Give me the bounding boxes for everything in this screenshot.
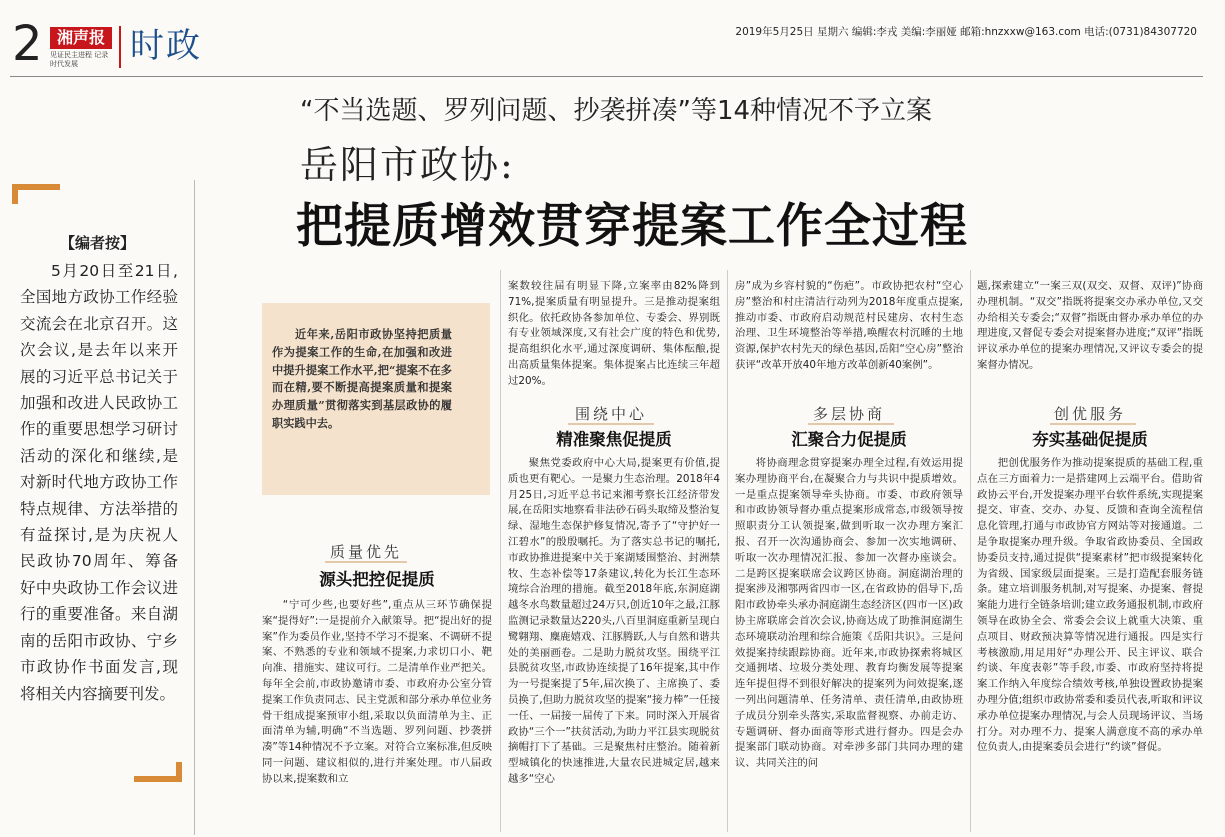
quote-text-content: 近年来,岳阳市政协坚持把质量作为提案工作的生命,在加强和改进中提升提案工作水平,把“提案不在多而在精,要不断提高提案质量和提案办理质量”贯彻落实到基层政协的履职实践中去。 xyxy=(272,327,452,430)
newspaper-logo: 湘声报 xyxy=(50,27,112,49)
section-body xyxy=(735,456,963,834)
column-divider xyxy=(194,180,195,835)
section-heading: 精准聚焦促提质 xyxy=(556,430,672,449)
section-lead xyxy=(508,279,720,391)
logo-tagline: 见证民主进程 记录时代发展 xyxy=(50,51,109,68)
corner-mark-bottom-horizontal xyxy=(134,776,182,782)
header-info: 2019年5月25日 星期六 编辑:李戎 美编:李丽娅 邮箱:hnzxxw@163.com 电话:(0731)84307720 xyxy=(735,26,1197,38)
article-main-title: 把提质增效贯穿提案工作全过程 xyxy=(296,199,968,254)
section-lead xyxy=(735,279,963,391)
editor-note-body xyxy=(20,258,178,758)
editor-note-title: 【编者按】 xyxy=(60,234,136,252)
paragraph: 将协商理念贯穿提案办理全过程,有效运用提案办理协商平台,在凝聚合力与共识中提质增效。一是重点提案领导牵头协商。市委、市政府领导和市政协领导督办重点提案形成常态,市级领导按照职责分工认领提案,做到听取一次办理方案汇报、召开一次沟通协商会、参加一次实地调研、听取一次办理情况汇报、参加一次督办座谈会。二是跨区提案联席会议跨区协商。洞庭湖治理的提案涉及湘鄂两省四市一区,在省政协的倡导下,岳阳市政协牵头承办洞庭湖生态经济区(四市一区)政协主席联席会首次会议,协商达成了助推洞庭湖生态环境联动治理和综合施策《岳阳共识》。三是问效提案持续跟踪协商。近年来,市政协探索将城区交通拥堵、垃圾分类处理、教育均衡发展等提案连年提但得不到很好解决的提案列为问效提案,逐一列出问题清单、任务清单、责任清单,由政协班子成员分别牵头落实,采取监督视察、办前走访、专题调研、督办面商等形式进行督办。四是会办提案部门联动协商。对牵涉多部门共同办理的建议、共同关注的问 xyxy=(735,457,963,770)
section-heading: 源头把控促提质 xyxy=(319,570,435,589)
section-body xyxy=(977,456,1203,834)
section-label: 围绕中心 xyxy=(574,405,647,423)
article-subtitle: “不当选题、罗列问题、抄袭拼凑”等14种情况不予立案 xyxy=(300,96,933,126)
section-label: 创优服务 xyxy=(1053,405,1126,423)
editor-note-text: 5月20日至21日,全国地方政协工作经验交流会在北京召开。这次会议,是去年以来开展的习近平总书记关于加强和改进人民政协工作的重要思想学习研讨活动的深化和继续,是对新时代地方政协工作特点规律、方法举措的有益探讨,是为庆祝人民政协70周年、筹备好中央政协工作会议进行的重要准备。来自湖南的岳阳市政协、宁乡市政协作书面发言,现将相关内容摘要刊发。 xyxy=(20,262,178,703)
section-body xyxy=(262,598,492,830)
header-separator xyxy=(119,26,121,68)
section-heading: 汇聚合力促提质 xyxy=(791,430,907,449)
paragraph: “宁可少些,也要好些”,重点从三环节确保提案“提得好”:一是提前介入献策导。把“提出好的提案”作为委员作业,坚持不学习不提案、不调研不提案、不熟悉的专业和领域不提案,力求切口小、靶向准、措施实、建议可行。二是清单作业严把关。每年全会前,市政协邀请市委、市政府办公室分管提案工作负责同志、民主党派和部分承办单位业务骨干组成提案预审小组,采取以负面清单为主、正面清单为辅,明确“不当选题、罗列问题、抄袭拼凑”等14种情况不予立案。对符合立案标准,但反映同一问题、建议相似的,进行并案处理。市八届政协以来,提案数和立 xyxy=(262,599,492,785)
paragraph: 题,探索建立“一案三双(双交、双督、双评)”协商办理机制。“双交”指既将提案交办承办单位,又交办给相关专委会;“双督”指既由督办承办单位的办理进度,又督促专委会对提案督办进度;“双评”指既评议承办单位的提案办理情况,又评议专委会的提案督办情况。 xyxy=(977,280,1203,371)
section-lead xyxy=(977,279,1203,391)
paragraph: 案数较往届有明显下降,立案率由82%降到71%,提案质量有明显提升。三是推动提案组织化。依托政协各参加单位、专委会、界别既有专业领域深度,又有社会广度的特色和优势,提高组织化水平,通过深度调研、集体酝酿,提出高质量集体提案。集体提案占比连续三年超过20%。 xyxy=(508,280,720,387)
quote-text xyxy=(272,326,452,433)
column-rule xyxy=(727,270,728,832)
paragraph: 把创优服务作为推动提案提质的基础工程,重点在三方面着力:一是搭建网上云端平台。借助省政协云平台,开发提案办理平台软件系统,实现提案提交、审查、交办、办复、反馈和查询全流程信息化管理,打通与市政协官方网站等对接通道。二是争取提案办理升级。争取省政协委员、全国政协委员支持,通过提供“提案素材”把市级提案转化为省级、国家级层面提案。三是打造配套服务链条。建立培训服务机制,对写提案、办提案、督提案能力进行全链条培训;建立政务通报机制,市政府领导在政协全会、常委会会议上就重大决策、重点项目、财政预决算等情况进行通报。四是实行考核激励,用足用好“办理公开、民主评议、联合约谈、年度表彰”等手段,市委、市政府坚持将提案工作纳入年度综合绩效考核,单独设置政协提案办理分值;组织市政协常委和委员代表,听取和评议承办单位提案办理情况,与会人员现场评议、当场打分。对办理不力、提案人满意度不高的承办单位负责人,由提案委员会进行“约谈”督促。 xyxy=(977,457,1203,754)
corner-mark-top-vertical xyxy=(12,184,18,204)
paragraph: 聚焦党委政府中心大局,提案更有价值,提质也更有靶心。一是聚力生态治理。2018年4月25日,习近平总书记来湘考察长江经济带发展,在岳阳实地察看非法砂石码头取缔及整治复绿、湿地生态保护修复情况,寄予了“守护好一江碧水”的殷殷嘱托。为了落实总书记的嘱托,市政协推进提案中关于案湖矮围整治、封洲禁牧、生态补偿等17条建议,转化为长江生态环境综合治理的措施。截至2018年底,东洞庭湖越冬水鸟数量超过24万只,创近10年之最,江豚监测记录数量达220头,八百里洞庭重新呈现白鹭翱翔、麋鹿嬉戏、江豚腾跃,人与自然和谐共处的美丽画卷。二是助力脱贫攻坚。围绕平江县脱贫攻坚,市政协连续提了16年提案,其中作为一号提案提了5年,届次换了、主席换了、委员换了,但助力脱贫攻坚的提案“接力棒”一任接一任、一届接一届传了下来。同时深入开展省政协“三个一”扶贫活动,为助力平江县实现脱贫摘帽打下了基础。三是聚焦村庄整治。随着新型城镇化的快速推进,大量农民进城定居,越来越多“空心 xyxy=(508,457,720,785)
paragraph: 房”成为乡容村貌的“伤疤”。市政协把农村“空心房”整治和村庄清洁行动列为2018年度重点提案,推动市委、市政府启动规范村民建房、农村生态治理、卫生环境整治等举措,唤醒农村沉睡的土地资源,保护农村先天的绿色基因,岳阳“空心房”整治获评“改革开放40年地方改革创新40案例”。 xyxy=(735,280,963,371)
section-title: 时政 xyxy=(130,26,202,66)
section-heading: 夯实基础促提质 xyxy=(1032,430,1148,449)
column-rule xyxy=(970,270,971,832)
header-rule xyxy=(10,76,1203,77)
column-rule xyxy=(500,270,501,832)
section-label: 质量优先 xyxy=(329,543,402,561)
article-org-title: 岳阳市政协: xyxy=(300,143,515,187)
corner-mark-bottom-vertical xyxy=(176,762,182,782)
section-body xyxy=(508,456,720,834)
page-number: 2 xyxy=(12,16,43,72)
corner-mark-top-horizontal xyxy=(12,184,60,190)
section-label: 多层协商 xyxy=(812,405,885,423)
